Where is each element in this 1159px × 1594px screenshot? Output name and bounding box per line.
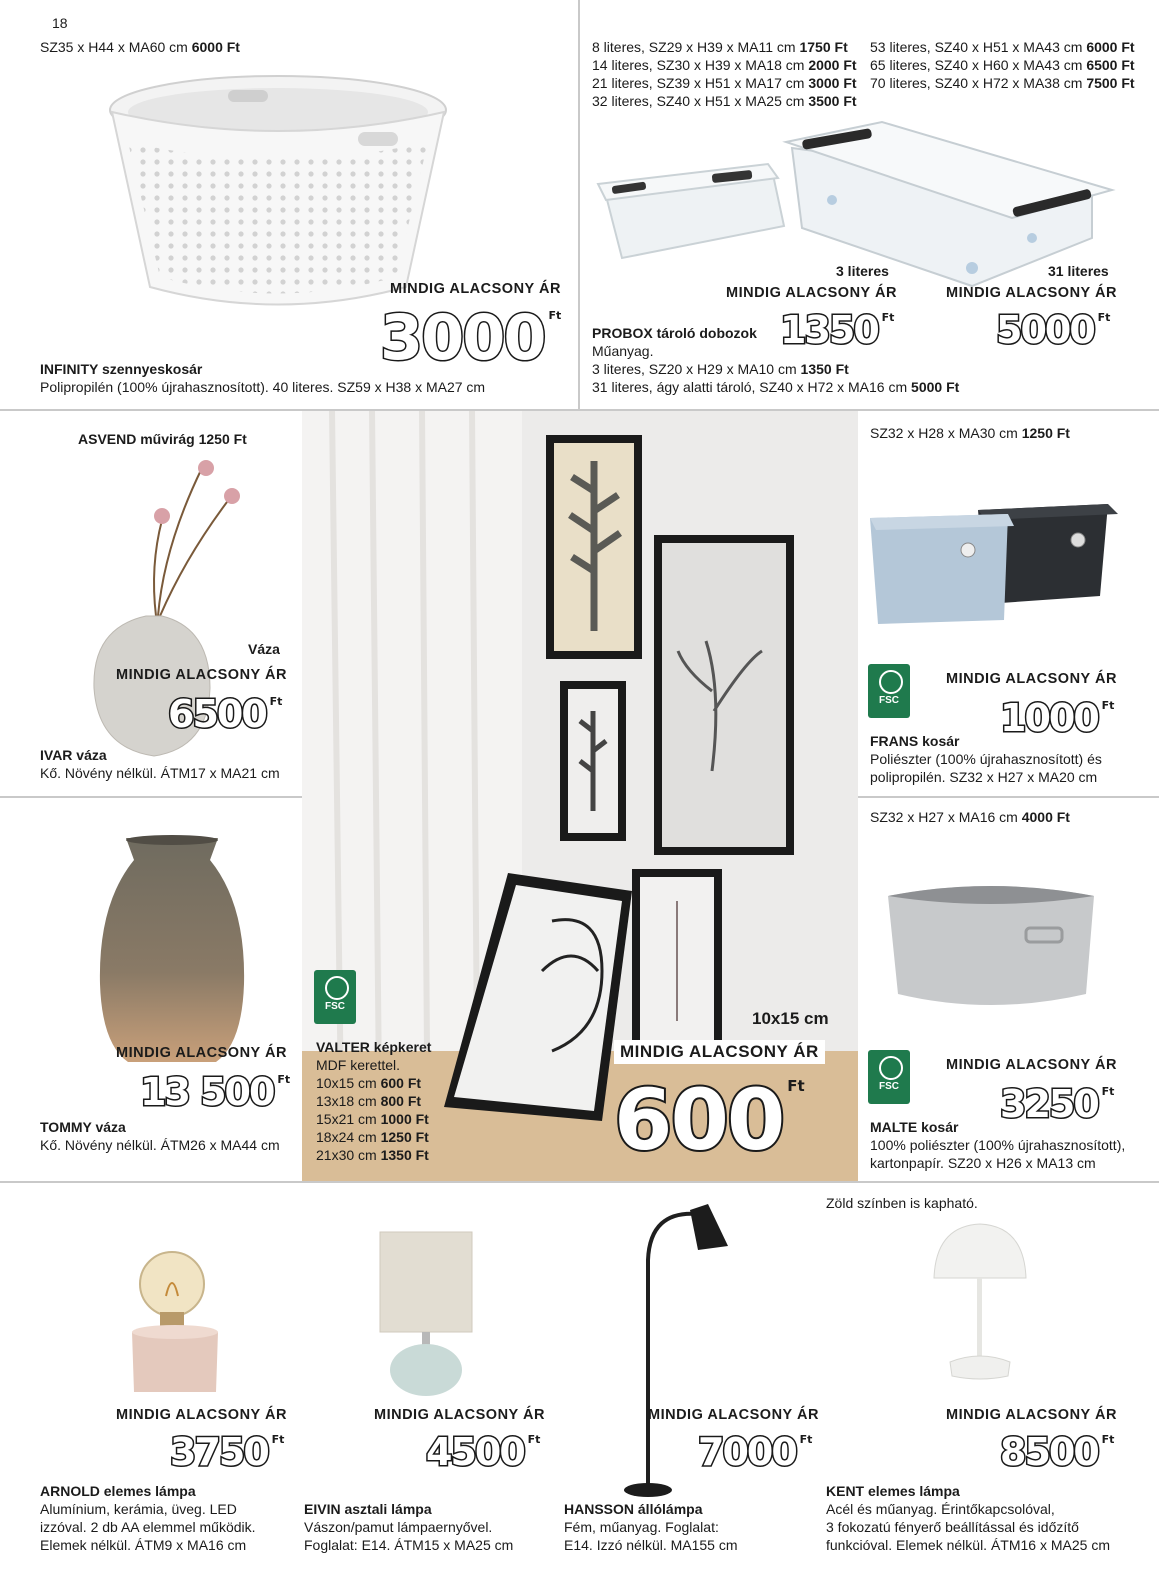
valter-size-label: 10x15 cm (752, 1009, 829, 1028)
asvend-title: ASVEND művirág (78, 431, 195, 447)
probox-title: PROBOX tároló dobozok (592, 325, 757, 341)
probox-label-large: 31 literes (1048, 263, 1109, 279)
valter-price-badge (614, 1066, 805, 1175)
divider-left-middle (0, 796, 302, 798)
kent-tag: MINDIG ALACSONY ÁR (946, 1407, 1117, 1423)
frans-currency: Ft (1101, 699, 1115, 712)
arnold-currency: Ft (271, 1433, 285, 1446)
valter-title: VALTER képkeret (316, 1039, 432, 1055)
arnold-tag: MINDIG ALACSONY ÁR (116, 1407, 287, 1423)
infinity-size-line (40, 38, 240, 56)
eivin-desc-1: Vászon/pamut lámpaernyővel. (304, 1519, 493, 1535)
malte-desc-1: 100% poliészter (100% újrahasznosított), (870, 1137, 1126, 1153)
arnold-desc-2: izzóval. 2 db AA elemmel működik. (40, 1519, 256, 1535)
hansson-currency: Ft (799, 1433, 813, 1446)
kent-currency: Ft (1101, 1433, 1115, 1446)
tommy-price: 13 500 (140, 1070, 274, 1114)
frans-tag: MINDIG ALACSONY ÁR (946, 671, 1117, 687)
probox-large-tag: MINDIG ALACSONY ÁR (946, 285, 1117, 301)
frans-fsc-logo: FSC (868, 664, 910, 718)
valter-size-row: 21x30 cm 1350 Ft (316, 1147, 429, 1163)
frans-desc-1: Poliészter (100% újrahasznosított) és (870, 751, 1102, 767)
ivar-price-badge (168, 690, 282, 739)
eivin-currency: Ft (527, 1433, 541, 1446)
probox-line-2: 31 literes, ágy alatti tároló, SZ40 x H72 x MA16 cm 5000 Ft (592, 379, 960, 395)
page-number: 18 (52, 15, 68, 31)
valter-size-row: 15x21 cm 1000 Ft (316, 1111, 429, 1127)
eivin-lamp-image (376, 1228, 476, 1398)
kent-desc-3: funkcióval. Elemek nélkül. ÁTM16 x MA25 cm (826, 1537, 1110, 1553)
probox-label-small: 3 literes (836, 263, 889, 279)
infinity-currency: Ft (548, 309, 562, 322)
valter-price: 600 (614, 1071, 784, 1169)
probox-variant: 53 literes, SZ40 x H51 x MA43 cm 6000 Ft (870, 39, 1135, 55)
malte-title: MALTE kosár (870, 1119, 959, 1135)
kent-note: Zöld színben is kapható. (826, 1195, 978, 1211)
arnold-desc-3: Elemek nélkül. ÁTM9 x MA16 cm (40, 1537, 247, 1553)
eivin-desc-2: Foglalat: E14. ÁTM15 x MA25 cm (304, 1537, 514, 1553)
asvend-price: 1250 Ft (198, 431, 247, 447)
hansson-price-badge (698, 1428, 812, 1477)
asvend-line (78, 430, 247, 448)
kent-desc-1: Acél és műanyag. Érintőkapcsolóval, (826, 1501, 1055, 1517)
infinity-size-price: 6000 Ft (191, 39, 240, 55)
probox-small-price-badge (780, 306, 894, 355)
hansson-title: HANSSON állólámpa (564, 1501, 703, 1517)
hansson-tag: MINDIG ALACSONY ÁR (648, 1407, 819, 1423)
probox-variant: 8 literes, SZ29 x H39 x MA11 cm 1750 Ft (592, 39, 848, 55)
infinity-title: INFINITY szennyeskosár (40, 361, 203, 377)
probox-line-1: 3 literes, SZ20 x H29 x MA10 cm 1350 Ft (592, 361, 849, 377)
tommy-desc: Kő. Növény nélkül. ÁTM26 x MA44 cm (40, 1137, 280, 1153)
kent-desc-2: 3 fokozatú fényerő beállítással és időzítő (826, 1519, 1079, 1535)
valter-tag: MINDIG ALACSONY ÁR (614, 1040, 825, 1064)
probox-material: Műanyag. (592, 343, 654, 359)
probox-small-tag: MINDIG ALACSONY ÁR (726, 285, 897, 301)
malte-currency: Ft (1101, 1085, 1115, 1098)
ivar-sub-label: Váza (248, 641, 280, 657)
arnold-desc-1: Alumínium, kerámia, üveg. LED (40, 1501, 237, 1517)
ivar-title: IVAR váza (40, 747, 107, 763)
tommy-title: TOMMY váza (40, 1119, 126, 1135)
valter-size-row: 18x24 cm 1250 Ft (316, 1129, 429, 1145)
hansson-desc-1: Fém, műanyag. Foglalat: (564, 1519, 719, 1535)
probox-large-currency: Ft (1097, 311, 1111, 324)
kent-price: 8500 (1000, 1430, 1098, 1474)
divider-right-middle (858, 796, 1159, 798)
eivin-tag: MINDIG ALACSONY ÁR (374, 1407, 545, 1423)
tommy-price-badge (140, 1068, 290, 1117)
probox-variant: 32 literes, SZ40 x H51 x MA25 cm 3500 Ft (592, 93, 857, 109)
probox-small-currency: Ft (881, 311, 895, 324)
probox-variant: 70 literes, SZ40 x H72 x MA38 cm 7500 Ft (870, 75, 1135, 91)
tommy-currency: Ft (277, 1073, 291, 1086)
frans-baskets-image (868, 500, 1128, 630)
frans-price: 1000 (1000, 696, 1098, 740)
malte-tag: MINDIG ALACSONY ÁR (946, 1057, 1117, 1073)
malte-desc-2: kartonpapír. SZ20 x H26 x MA13 cm (870, 1155, 1096, 1171)
probox-small-price: 1350 (780, 308, 878, 352)
malte-price: 3250 (1000, 1082, 1098, 1126)
valter-size-row: 10x15 cm 600 Ft (316, 1075, 422, 1091)
malte-price-badge (1000, 1080, 1114, 1129)
ivar-tag: MINDIG ALACSONY ÁR (116, 667, 287, 683)
valter-currency: Ft (787, 1077, 805, 1095)
infinity-desc: Polipropilén (100% újrahasznosított). 40 literes. SZ59 x H38 x MA27 cm (40, 379, 486, 395)
eivin-title: EIVIN asztali lámpa (304, 1501, 432, 1517)
infinity-size-spec: SZ35 x H44 x MA60 cm (40, 39, 188, 55)
kent-title: KENT elemes lámpa (826, 1483, 960, 1499)
probox-variant: 65 literes, SZ40 x H60 x MA43 cm 6500 Ft (870, 57, 1135, 73)
valter-fsc-logo: FSC (314, 970, 356, 1024)
eivin-price-badge (426, 1428, 540, 1477)
probox-variants-left (592, 38, 857, 110)
arnold-title: ARNOLD elemes lámpa (40, 1483, 196, 1499)
eivin-price: 4500 (426, 1430, 524, 1474)
arnold-price: 3750 (170, 1430, 268, 1474)
tommy-vase-image (96, 834, 248, 1064)
malte-basket-image (880, 876, 1102, 1016)
ivar-currency: Ft (269, 695, 283, 708)
frans-title: FRANS kosár (870, 733, 960, 749)
infinity-price-badge (380, 298, 561, 379)
ivar-desc: Kő. Növény nélkül. ÁTM17 x MA21 cm (40, 765, 280, 781)
malte-fsc-logo: FSC (868, 1050, 910, 1104)
ivar-price: 6500 (168, 692, 266, 736)
frans-desc-2: polipropilén. SZ32 x H27 x MA20 cm (870, 769, 1098, 785)
probox-variants-right (870, 38, 1135, 92)
arnold-price-badge (170, 1428, 284, 1477)
kent-lamp-image (930, 1222, 1030, 1382)
arnold-lamp-image (126, 1246, 226, 1396)
valter-material: MDF kerettel. (316, 1057, 401, 1073)
probox-large-price-badge (996, 306, 1110, 355)
frans-size-line: SZ32 x H28 x MA30 cm 1250 Ft (870, 425, 1070, 441)
probox-variant: 14 literes, SZ30 x H39 x MA18 cm 2000 Ft (592, 57, 857, 73)
frans-price-badge (1000, 694, 1114, 743)
hansson-price: 7000 (698, 1430, 796, 1474)
infinity-price: 3000 (380, 301, 545, 374)
malte-size-line: SZ32 x H27 x MA16 cm 4000 Ft (870, 809, 1070, 825)
infinity-tag: MINDIG ALACSONY ÁR (390, 281, 561, 297)
valter-sizes (316, 1074, 429, 1164)
divider-bottom (0, 1181, 1159, 1183)
tommy-tag: MINDIG ALACSONY ÁR (116, 1045, 287, 1061)
probox-large-price: 5000 (996, 308, 1094, 352)
kent-price-badge (1000, 1428, 1114, 1477)
hansson-desc-2: E14. Izzó nélkül. MA155 cm (564, 1537, 738, 1553)
probox-variant: 21 literes, SZ39 x H51 x MA17 cm 3000 Ft (592, 75, 857, 91)
divider-top-center (578, 0, 580, 410)
valter-size-row: 13x18 cm 800 Ft (316, 1093, 422, 1109)
